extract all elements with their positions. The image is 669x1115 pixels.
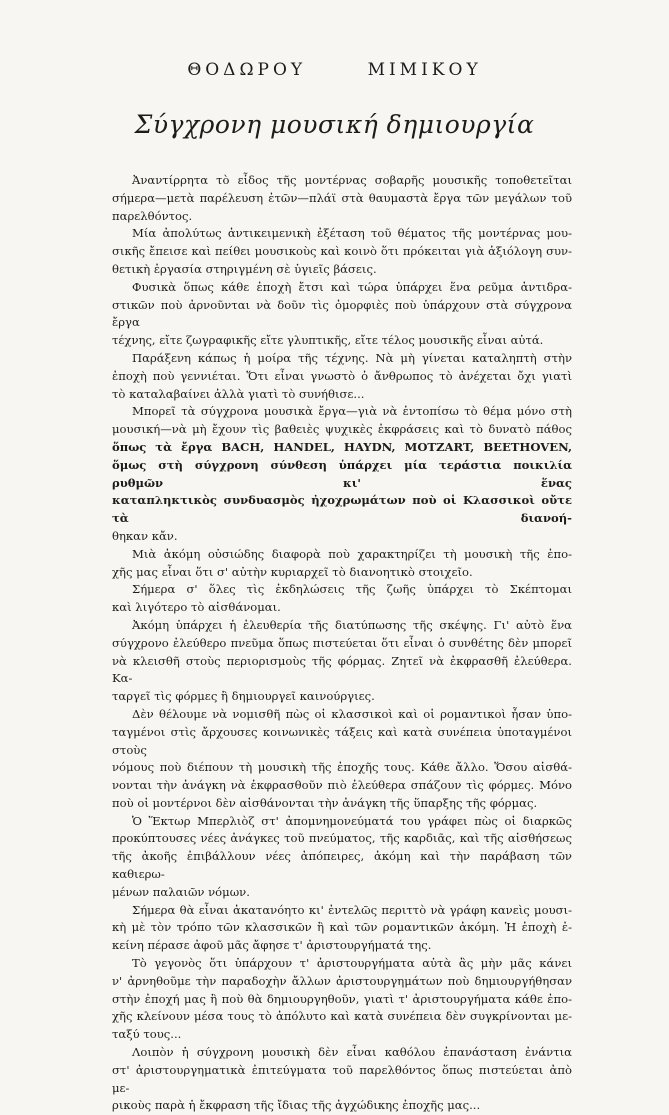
paragraph [112,350,572,403]
paragraph-line: Φυσικὰ ὅπως κάθε ἐποχὴ ἔτσι καὶ τώρα ὑπάρχει ἕνα ρεῦμα ἀντιδρα- [132,279,572,294]
paragraph-line: καὶ λιγότερο τὸ αἰσθάνομαι. [112,600,281,615]
paragraph-line: Σήμερα σ' ὅλες τὶς ἐκδηλώσεις τῆς ζωῆς ὑπάρχει τὸ Σκέπτομαι [132,582,572,597]
author-first-name: ΘΟΔΩΡΟΥ [187,60,307,80]
paragraph-line: Σήμερα θὰ εἶναι ἀκατανόητο κι' ἐντελῶς περιττὸ νὰ γράφη κανεὶς μουσι- [132,902,572,917]
paragraph-line: χῆς μας εἶναι ὅτι σ' αὐτὴν κυριαρχεῖ τὸ διανοητικὸ στοιχεῖο. [112,564,473,579]
paragraph-line: καταπληκτικὸς συνδυασμὸς ἠχοχρωμάτων ποὺ οἱ Κλασσικοὶ οὔτε τὰ διανοή- [112,493,572,526]
paragraph [112,546,572,582]
paragraph-line: κείνη πέρασε ἀφοῦ μᾶς ἄφησε τ' ἀριστουργήματά της. [112,938,432,953]
paragraph [112,279,572,350]
paragraph-line: θηκαν κἄν. [112,528,178,543]
paragraph-line: νονται τὴν ἀνάγκη νὰ ἐκφρασθοῦν πιὸ ἐλεύθερα σπάζουν τὶς φόρμες. Μόνο [112,778,572,793]
paragraph-line: σικῆς ἔπεισε καὶ πείθει μουσικοὺς καὶ κοινὸ ὅτι πρόκειται γιὰ ἀξιόλογη συν- [112,244,572,259]
paragraph-line: ταγμένοι στὶς ἄρχουσες κοινωνικὲς τάξεις καὶ κατὰ συνέπεια ὑποταγμένοι στοὺς [112,724,572,757]
paragraph-line: μένων παλαιῶν νόμων. [112,884,250,899]
paragraph [112,581,572,617]
paragraph-line: τῆς ἀκοῆς ἐπιβάλλουν νέες ἀπόπειρες, ἀκόμη καὶ τὴν παράβαση τῶν καθιερω- [112,849,572,882]
author-last-name: ΜΙΜΙΚΟΥ [367,60,482,80]
paragraph-line: ρικοὺς παρὰ ἡ ἔκφραση τῆς ἴδιας τῆς ἀγχώδικης ἐποχῆς μας... [112,1098,481,1113]
article-title: Σύγχρονη μουσική δημιουργία [134,110,535,139]
paragraph-line: στικῶν ποὺ ἀρνοῦνται νὰ δοῦν τὶς ὀμορφιὲς ποὺ ὑπάρχουν στὰ σύγχρονα ἔργα [112,297,572,330]
paragraph-line: τὸ καταλαβαίνει ἀλλὰ γιατὶ τὸ συνήθισε... [112,386,365,401]
paragraph-line: Ἀκόμη ὑπάρχει ἡ ἐλευθερία τῆς διατύπωσης τῆς σκέψης. Γι' αὐτὸ ἕνα [132,617,572,632]
paragraph-line: στ' ἀριστουργηματικὰ ἐπιτεύγματα τοῦ παρελθόντος ὅπως πιστεύεται ἀπὸ με- [112,1062,572,1095]
paragraph [112,902,572,955]
paragraph-line: Μιὰ ἀκόμη οὐσιώδης διαφορὰ ποὺ χαρακτηρίζει τὴ μουσικὴ τῆς ἐπο- [132,546,572,561]
paragraph-line: παρελθόντος. [112,208,193,223]
paragraph-line: Ὁ Ἕκτωρ Μπερλιὸζ στ' ἀπομνημονεύματά του γράφει πὼς οἱ διαρκῶς [132,813,572,828]
paragraph-line: ν' ἀρνηθοῦμε τὴν παραδοχὴν ἄλλων ἀριστουργημάτων ποὺ δημιουργήθησαν [112,973,572,988]
article-body [112,172,572,1115]
paragraph-line: σύγχρονο ἐλεύθερο πνεῦμα ὅπως πιστεύεται ὅτι εἶναι ὁ συνθέτης δὲν μπορεῖ [112,635,572,650]
paragraph-line: κὴ μὲ τὸν τρόπο τῶν κλασσικῶν ἢ καὶ τῶν ρομαντικῶν ἀκόμη. Ἡ ἐποχὴ ἐ- [112,920,572,935]
paragraph-line: τέχνης, εἴτε ζωγραφικῆς εἴτε γλυπτικῆς, εἴτε τέλος μουσικῆς εἶναι αὐτά. [112,333,544,348]
paragraph-line: Δὲν θέλουμε νὰ νομισθῆ πὼς οἱ κλασσικοὶ καὶ οἱ ρομαντικοὶ ἦσαν ὑπο- [132,706,572,721]
paragraph-line: ὅμως στὴ σύγχρονη σύνθεση ὑπάρχει μία τεράστια ποικιλία ρυθμῶν κι' ἕνας [112,457,572,490]
paragraph-line: Παράξενη κάπως ἡ μοίρα τῆς τέχνης. Νὰ μὴ γίνεται καταληπτὴ στὴν [132,350,572,365]
paragraph [112,706,572,813]
paragraph [112,617,572,706]
paragraph-line: ὅπως τὰ ἔργα BACH, HANDEL, HAYDN, MOTZART, BEETHOVEN, [112,439,572,454]
paragraph-line: Μία ἀπολύτως ἀντικειμενικὴ ἐξέταση τοῦ θέματος τῆς μοντέρνας μου- [132,226,572,241]
paragraph-line: χῆς κλείνουν μέσα τους τὸ ἀπόλυτο καὶ κατὰ συνέπεια δὲν συγκρίνονται με- [112,1009,572,1024]
paragraph-line: ταξύ τους... [112,1027,182,1042]
paragraph-line: Ἀναντίρρητα τὸ εἶδος τῆς μοντέρνας σοβαρῆς μουσικῆς τοποθετεῖται [132,173,572,187]
paragraph-line: στὴν ἐποχή μας ἢ ποὺ θὰ δημιουργηθοῦν, γιατὶ τ' ἀριστουργήματα κάθε ἐπο- [112,991,572,1006]
paragraph-line: νόμους ποὺ διέπουν τὴ μουσικὴ τῆς ἐποχῆς τους. Κάθε ἄλλο. Ὅσου αἰσθά- [112,760,572,775]
paragraph [112,172,572,225]
paragraph [112,1044,572,1115]
paragraph-line: σήμερα—μετὰ παρέλευση ἐτῶν—πλάϊ στὰ θαυμαστὰ ἔργα τῶν μεγάλων τοῦ [112,190,572,205]
paragraph [112,403,572,545]
paragraph-line: ἐποχὴ ποὺ γεννιέται. Ὅτι εἶναι γνωστὸ ὁ ἄνθρωπος τὸ ἀνέχεται ὄχι γιατὶ [112,368,572,383]
paragraph-line: θετικὴ ἐργασία στηριγμένη σὲ ὑγιεῖς βάσεις. [112,261,377,276]
paragraph-line: ποὺ οἱ μοντέρνοι δὲν αἰσθάνονται τὴν ἀνάγκη τῆς ὕπαρξης τῆς φόρμας. [112,795,538,810]
paragraph-line: Λοιπὸν ἡ σύγχρονη μουσικὴ δὲν εἶναι καθόλου ἐπανάσταση ἐνάντια [132,1045,572,1060]
paragraph [112,955,572,1044]
author-heading [0,60,669,80]
paragraph-line: νὰ κλεισθῆ στοὺς περιορισμοὺς τῆς φόρμας. Ζητεῖ νὰ ἐκφρασθῆ ἐλεύθερα. Κα- [112,653,572,686]
paragraph [112,225,572,278]
paragraph-line: Τὸ γεγονὸς ὅτι ὑπάρχουν τ' ἀριστουργήματα αὐτὰ ἂς μὴν μᾶς κάνει [132,956,572,971]
paragraph [112,813,572,902]
paragraph-line: Μπορεῖ τὰ σύγχρονα μουσικὰ ἔργα—γιὰ νὰ ἐντοπίσω τὸ θέμα μόνο στὴ [132,404,572,419]
paragraph-line: ταργεῖ τὶς φόρμες ἢ δημιουργεῖ καινούργιες. [112,689,375,704]
paragraph-line: προκύπτουσες νέες ἀνάγκες τοῦ πνεύματος, τῆς καρδιᾶς, καὶ τῆς αἰσθήσεως [112,831,572,846]
paragraph-line: μουσική—νὰ μὴ ἔχουν τὶς βαθειὲς ψυχικὲς ἐκφράσεις καὶ τὸ δυνατὸ πάθος [112,422,572,437]
